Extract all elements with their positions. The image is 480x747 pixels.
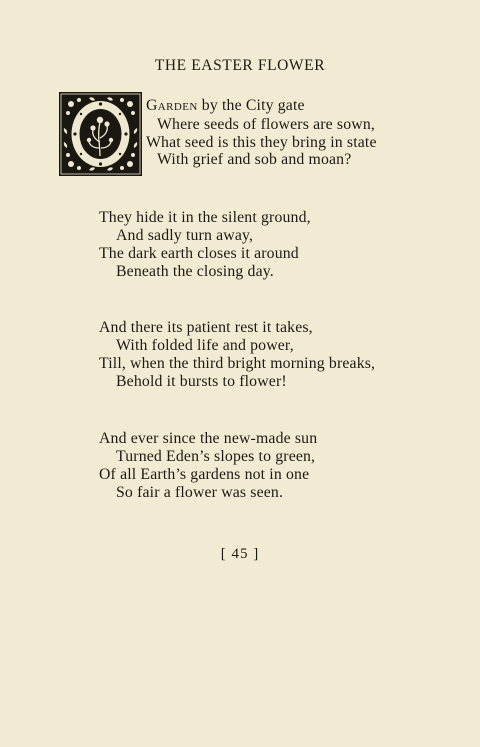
ornamental-initial-o-icon <box>59 92 142 176</box>
line-text: by the City gate <box>197 97 305 114</box>
poem-line: And there its patient rest it takes, <box>99 319 313 336</box>
poem-line: And ever since the new-made sun <box>99 430 318 447</box>
poem-line: Behold it bursts to flower! <box>116 373 287 390</box>
poem-line: Of all Earth’s gardens not in one <box>99 466 310 483</box>
poem-line: Beneath the closing day. <box>116 263 274 280</box>
poem-line <box>146 96 305 116</box>
poem-line: Turned Eden’s slopes to green, <box>116 448 316 465</box>
poem-line: With folded life and power, <box>116 337 294 354</box>
poem-line: They hide it in the silent ground, <box>99 209 311 226</box>
poem-line: What seed is this they bring in state <box>146 134 377 151</box>
poem-line: With grief and sob and moan? <box>157 151 352 168</box>
poem-line: Where seeds of flowers are sown, <box>157 116 375 133</box>
small-caps-word: Garden <box>146 97 198 114</box>
poem-line: The dark earth closes it around <box>99 245 299 262</box>
poem-line: Till, when the third bright morning breaks, <box>99 355 376 372</box>
poem-line: So fair a flower was seen. <box>116 484 284 501</box>
poem-line: And sadly turn away, <box>116 227 254 244</box>
ornamental-initial-o <box>59 92 142 176</box>
page-title: THE EASTER FLOWER <box>154 57 326 74</box>
page-number: [ 45 ] <box>220 546 260 562</box>
